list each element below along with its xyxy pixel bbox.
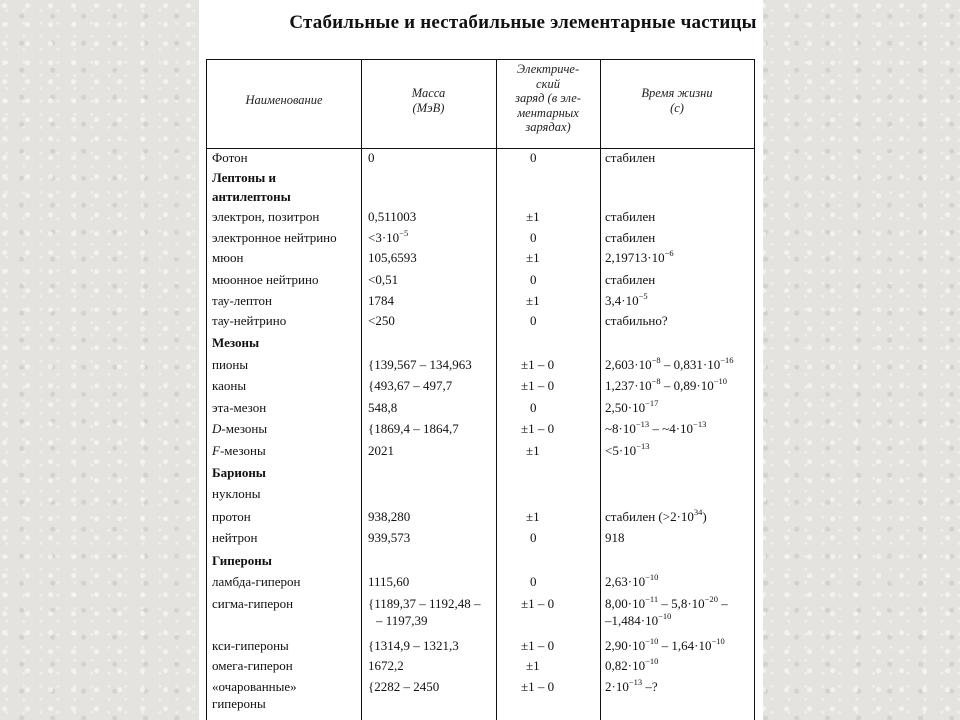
- page-title: Стабильные и нестабильные элементарные частицы: [289, 12, 757, 33]
- particle-name: [212, 421, 267, 436]
- particle-name: [212, 230, 337, 245]
- mass-text: 1672,2: [368, 658, 404, 673]
- particle-name: [212, 378, 246, 393]
- particle-name: [212, 530, 257, 545]
- lifetime-value: [605, 574, 658, 589]
- mass-text: {493,67 – 497,7: [368, 378, 453, 393]
- group-heading: [212, 553, 272, 568]
- group-heading: [212, 465, 266, 480]
- lifetime-value: [605, 638, 725, 653]
- charge-value: 0: [530, 574, 537, 589]
- particle-name-text: протон: [212, 509, 251, 524]
- particle-name: [212, 443, 266, 458]
- lifetime-value: [605, 150, 655, 165]
- lifetime-value: [605, 530, 625, 545]
- header-charge: Электриче- ский заряд (в эле- ментарных зарядах): [515, 62, 581, 134]
- lifetime-text: стабилен (>2·10: [605, 509, 694, 524]
- particle-name-cont: гипероны: [212, 696, 266, 711]
- exponent: −10: [711, 636, 725, 646]
- exponent: −13: [693, 419, 707, 429]
- particle-name-text: эта-мезон: [212, 400, 267, 415]
- mass-text: 1115,60: [368, 574, 410, 589]
- particle-name: [212, 250, 243, 265]
- lifetime-text: стабилен: [605, 230, 656, 245]
- exponent: 34: [693, 507, 703, 517]
- lifetime-value: [605, 378, 727, 393]
- header-mass: Масса (МэВ): [411, 86, 446, 115]
- particle-name: [212, 313, 286, 328]
- particle-name: [212, 679, 297, 694]
- lifetime-text: –?: [642, 679, 658, 694]
- charge-value: ±1: [526, 443, 540, 458]
- lifetime-value: [605, 679, 658, 694]
- mass-value: [368, 250, 417, 265]
- mass-text: {139,567 – 134,963: [368, 357, 472, 372]
- mass-value: [368, 658, 404, 673]
- lifetime-text: стабильно?: [605, 313, 668, 328]
- charge-value: 0: [530, 530, 537, 545]
- lifetime-text: 2,19713·10: [605, 250, 665, 265]
- lifetime-value: [605, 596, 728, 611]
- header-divider: [207, 148, 754, 149]
- exponent: −13: [628, 677, 643, 687]
- exponent: −10: [713, 376, 728, 386]
- particle-name-text: электрон, позитрон: [212, 209, 320, 224]
- exponent: −17: [645, 398, 659, 408]
- particle-name-text: каоны: [212, 378, 247, 393]
- particle-name-text: мюонное нейтрино: [212, 272, 319, 287]
- lifetime-text: стабилен: [605, 272, 656, 287]
- charge-value: ±1 – 0: [521, 421, 555, 436]
- mass-value: [368, 400, 397, 415]
- particle-name: [212, 150, 248, 165]
- exponent: −10: [645, 636, 659, 646]
- lifetime-text: 2·10: [605, 679, 629, 694]
- lifetime-text: – ~4·10: [649, 421, 694, 436]
- lifetime-value: [605, 293, 648, 308]
- header-lifetime: Время жизни (с): [641, 86, 713, 115]
- charge-value: 0: [530, 313, 537, 328]
- document-page: [199, 0, 763, 720]
- lifetime-value: [605, 421, 706, 436]
- lifetime-text: 2,63·10: [605, 574, 646, 589]
- mass-text: 938,280: [368, 509, 411, 524]
- particle-name-text: электронное нейтрино: [212, 230, 337, 245]
- lifetime-text: 0,82·10: [605, 658, 646, 673]
- lifetime-text: – 5,8·10: [658, 596, 705, 611]
- exponent: −6: [664, 248, 674, 258]
- particle-name-text: Лептоны и: [212, 170, 276, 185]
- lifetime-value: [605, 658, 658, 673]
- mass-value-cont: – 1197,39: [376, 613, 428, 628]
- mass-text: 939,573: [368, 530, 411, 545]
- particle-name: [212, 209, 319, 224]
- mass-text: 548,8: [368, 400, 398, 415]
- exponent: −5: [399, 228, 409, 238]
- particle-name: [212, 574, 300, 589]
- particle-name-text: ламбда-гиперон: [212, 574, 301, 589]
- mass-text: {1869,4 – 1864,7: [368, 421, 459, 436]
- lifetime-text: стабилен: [605, 209, 656, 224]
- particle-name: [212, 638, 289, 653]
- charge-value: ±1: [526, 658, 540, 673]
- exponent: −20: [704, 594, 718, 604]
- charge-value: ±1: [526, 293, 540, 308]
- particle-name-text: антилептоны: [212, 189, 291, 204]
- particle-name-text: кси-гипероны: [212, 638, 289, 653]
- particle-name-text: Барионы: [212, 465, 266, 480]
- mass-value: [368, 421, 459, 436]
- lifetime-text: 2,50·10: [605, 400, 646, 415]
- mass-value: [368, 150, 375, 165]
- particle-name-text: -мезоны: [219, 443, 266, 458]
- charge-value: ±1 – 0: [521, 679, 555, 694]
- charge-value: ±1 – 0: [521, 596, 555, 611]
- mass-value: [368, 378, 452, 393]
- mass-text: <3·10: [368, 230, 400, 245]
- exponent: −13: [635, 419, 650, 429]
- particle-name-text: пионы: [212, 357, 249, 372]
- mass-value: [368, 230, 408, 245]
- lifetime-text: – 0,89·10: [660, 378, 714, 393]
- group-heading: [212, 189, 291, 204]
- lifetime-text: 2,603·10: [605, 357, 652, 372]
- exponent: −13: [636, 441, 650, 451]
- lifetime-text: 918: [605, 530, 625, 545]
- particle-letter: D: [212, 421, 222, 436]
- exponent: −8: [651, 376, 661, 386]
- particle-name-text: Мезоны: [212, 335, 260, 350]
- mass-value: [368, 443, 394, 458]
- lifetime-text: 8,00·10: [605, 596, 646, 611]
- lifetime-text: 1,237·10: [605, 378, 652, 393]
- lifetime-value: [605, 272, 655, 287]
- particle-name-text: омега-гиперон: [212, 658, 293, 673]
- particle-name-text: -мезоны: [221, 421, 268, 436]
- charge-value: 0: [530, 400, 537, 415]
- column-divider: [496, 60, 497, 720]
- exponent: −8: [651, 355, 661, 365]
- charge-value: 0: [530, 230, 537, 245]
- particle-name-text: нуклоны: [212, 486, 261, 501]
- exponent: −11: [645, 594, 659, 604]
- charge-value: ±1: [526, 209, 540, 224]
- particle-name-text: Фотон: [212, 150, 248, 165]
- mass-value: [368, 209, 416, 224]
- lifetime-value: [605, 230, 655, 245]
- particle-name-text: сигма-гиперон: [212, 596, 294, 611]
- mass-text: 0,511003: [368, 209, 417, 224]
- particle-name-text: тау-нейтрино: [212, 313, 287, 328]
- charge-value: ±1: [526, 250, 540, 265]
- mass-value: [368, 272, 398, 287]
- mass-text: 0: [368, 150, 375, 165]
- mass-text: <0,51: [368, 272, 399, 287]
- lifetime-text: –: [717, 596, 728, 611]
- mass-text: {1314,9 – 1321,3: [368, 638, 459, 653]
- lifetime-text: ~8·10: [605, 421, 636, 436]
- lifetime-text: стабилен: [605, 150, 656, 165]
- mass-value: [368, 638, 459, 653]
- group-heading: [212, 170, 276, 185]
- charge-value: ±1 – 0: [521, 378, 555, 393]
- column-divider: [361, 60, 362, 720]
- particle-name: [212, 509, 251, 524]
- mass-text: {2282 – 2450: [368, 679, 440, 694]
- header-name: Наименование: [245, 93, 323, 107]
- lifetime-value: [605, 313, 668, 328]
- particle-name: [212, 357, 248, 372]
- mass-text: <250: [368, 313, 395, 328]
- lifetime-text: –1,484·10: [605, 613, 659, 628]
- lifetime-text: – 1,64·10: [658, 638, 712, 653]
- lifetime-value: [605, 357, 734, 372]
- particle-letter: F: [212, 443, 220, 458]
- lifetime-value-cont: [605, 613, 671, 628]
- particle-name: [212, 293, 272, 308]
- mass-value: [368, 293, 394, 308]
- lifetime-text: 3,4·10: [605, 293, 639, 308]
- exponent: −10: [658, 611, 672, 621]
- mass-text: 105,6593: [368, 250, 417, 265]
- column-divider: [600, 60, 601, 720]
- particle-name: [212, 596, 293, 611]
- group-heading: [212, 335, 259, 350]
- lifetime-value: [605, 443, 649, 458]
- mass-text: 1784: [368, 293, 394, 308]
- charge-value: 0: [530, 272, 537, 287]
- mass-value: [368, 596, 481, 611]
- lifetime-text: – 0,831·10: [660, 357, 721, 372]
- particle-name-text: нейтрон: [212, 530, 258, 545]
- exponent: −10: [645, 572, 659, 582]
- lifetime-text: ): [702, 509, 707, 524]
- particle-name: [212, 486, 260, 501]
- charge-value: 0: [530, 150, 537, 165]
- exponent: −16: [720, 355, 734, 365]
- mass-value: [368, 679, 439, 694]
- lifetime-value: [605, 509, 707, 524]
- mass-value: [368, 530, 410, 545]
- mass-value: [368, 313, 395, 328]
- mass-value: [368, 509, 410, 524]
- lifetime-text: <5·10: [605, 443, 637, 458]
- lifetime-value: [605, 250, 674, 265]
- mass-text: {1189,37 – 1192,48 –: [368, 596, 481, 611]
- particle-name: [212, 400, 266, 415]
- particle-name-text: «очарованные»: [212, 679, 297, 694]
- particle-name-text: тау-лептон: [212, 293, 272, 308]
- lifetime-value: [605, 209, 655, 224]
- mass-value: [368, 574, 409, 589]
- exponent: −5: [638, 291, 648, 301]
- charge-value: ±1 – 0: [521, 357, 555, 372]
- particle-name-text: Гипероны: [212, 553, 272, 568]
- particle-name: [212, 272, 318, 287]
- lifetime-text: 2,90·10: [605, 638, 646, 653]
- exponent: −10: [645, 656, 659, 666]
- particle-name-text: мюон: [212, 250, 244, 265]
- mass-value: [368, 357, 472, 372]
- mass-text: 2021: [368, 443, 394, 458]
- lifetime-value: [605, 400, 658, 415]
- charge-value: ±1 – 0: [521, 638, 555, 653]
- charge-value: ±1: [526, 509, 540, 524]
- particles-table: [206, 59, 755, 720]
- particle-name: [212, 658, 293, 673]
